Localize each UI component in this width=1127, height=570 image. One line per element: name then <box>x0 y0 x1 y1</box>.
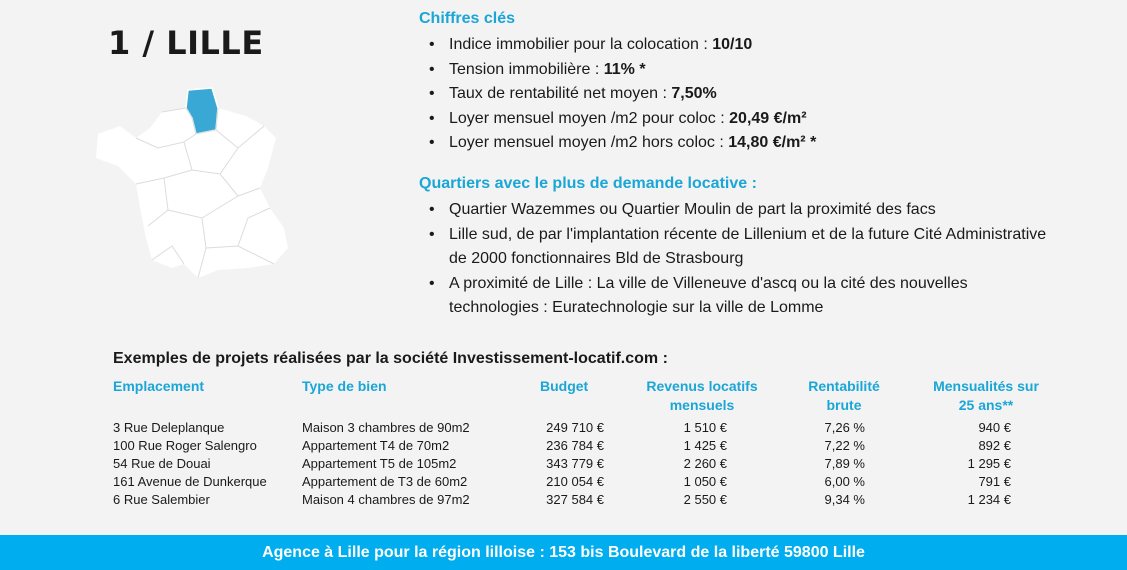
figure-label: Taux de rentabilité net moyen : <box>449 85 672 102</box>
col-header-budget: Budget <box>540 378 589 394</box>
cell-type: Maison 3 chambres de 90m2 <box>302 420 470 435</box>
col-header-type: Type de bien <box>302 378 387 394</box>
figure-label: Indice immobilier pour la colocation : <box>449 36 713 53</box>
cell-budget: 343 779 € <box>546 456 604 471</box>
cell-yield: 7,22 % <box>824 438 865 453</box>
cell-revenue: 1 425 € <box>683 438 727 453</box>
cell-type: Appartement de T3 de 60m2 <box>302 474 468 489</box>
key-figures-list <box>419 33 816 156</box>
cell-yield: 7,26 % <box>824 420 865 435</box>
figure-value: 10/10 <box>712 36 753 53</box>
figure-value: 7,50% <box>671 85 717 102</box>
cell-monthly: 1 295 € <box>967 456 1011 471</box>
cell-budget: 249 710 € <box>546 420 604 435</box>
cell-yield: 9,34 % <box>824 492 865 507</box>
list-item <box>419 131 816 156</box>
neighborhoods-list <box>419 198 1059 321</box>
list-item: • Lille sud, de par l'implantation récente de Lillenium et de la future Cité Administrative de 2000 fonctionnaires Bld de Strasbourg <box>419 223 1059 272</box>
cell-type: Appartement T5 de 105m2 <box>302 456 457 471</box>
cell-monthly: 1 234 € <box>967 492 1011 507</box>
cell-location: 54 Rue de Douai <box>113 456 211 471</box>
figure-value: 20,49 €/m² <box>729 109 807 127</box>
list-item <box>419 33 816 58</box>
agency-footer-banner <box>0 535 1127 570</box>
cell-yield: 6,00 % <box>824 474 865 489</box>
figure-value: 14,80 €/m² * <box>728 134 817 151</box>
cell-monthly: 892 € <box>978 438 1011 453</box>
page-title: 1 / LILLE <box>108 24 264 62</box>
figure-label: Loyer mensuel moyen /m2 hors coloc : <box>449 134 729 151</box>
cell-revenue: 1 510 € <box>683 420 727 435</box>
cell-location: 100 Rue Roger Salengro <box>113 438 257 453</box>
key-figures-heading: Chiffres clés <box>419 10 516 27</box>
cell-location: 161 Avenue de Dunkerque <box>113 474 267 489</box>
col-header-yield: Rentabilité brute <box>808 378 880 413</box>
cell-location: 6 Rue Salembier <box>113 492 210 507</box>
list-item: • Quartier Wazemmes ou Quartier Moulin de part la proximité des facs <box>419 198 1059 223</box>
col-header-revenue: Revenus locatifs mensuels <box>646 378 758 413</box>
cell-location: 3 Rue Deleplanque <box>113 420 225 435</box>
cell-budget: 236 784 € <box>546 438 604 453</box>
list-item <box>419 58 816 83</box>
cell-revenue: 1 050 € <box>683 474 727 489</box>
cell-budget: 210 054 € <box>546 474 604 489</box>
list-item <box>419 107 816 132</box>
figure-label: Tension immobilière : <box>449 60 604 78</box>
projects-title: Exemples de projets réalisées par la société Investissement-locatif.com : <box>113 350 668 367</box>
col-header-location: Emplacement <box>113 378 205 394</box>
cell-yield: 7,89 % <box>824 456 865 471</box>
footer-text: Agence à Lille pour la région lilloise : 153 bis Boulevard de la liberté 59800 Lille <box>262 543 865 561</box>
figure-label: Loyer mensuel moyen /m2 pour coloc : <box>449 109 730 127</box>
cell-revenue: 2 260 € <box>683 456 727 471</box>
cell-revenue: 2 550 € <box>683 492 727 507</box>
cell-monthly: 940 € <box>978 420 1011 435</box>
list-item <box>419 82 816 107</box>
cell-type: Maison 4 chambres de 97m2 <box>302 492 470 507</box>
france-map-icon <box>88 78 298 288</box>
list-item: • A proximité de Lille : La ville de Villeneuve d'ascq ou la cité des nouvelles technologies : Euratechnologie sur la ville de Lomme <box>419 272 1059 321</box>
neighborhoods-heading: Quartiers avec le plus de demande locative : <box>419 175 757 192</box>
cell-type: Appartement T4 de 70m2 <box>302 438 450 453</box>
cell-budget: 327 584 € <box>546 492 604 507</box>
col-header-monthly: Mensualités sur 25 ans** <box>933 378 1039 413</box>
cell-monthly: 791 € <box>978 474 1011 489</box>
figure-value: 11% * <box>603 60 646 78</box>
